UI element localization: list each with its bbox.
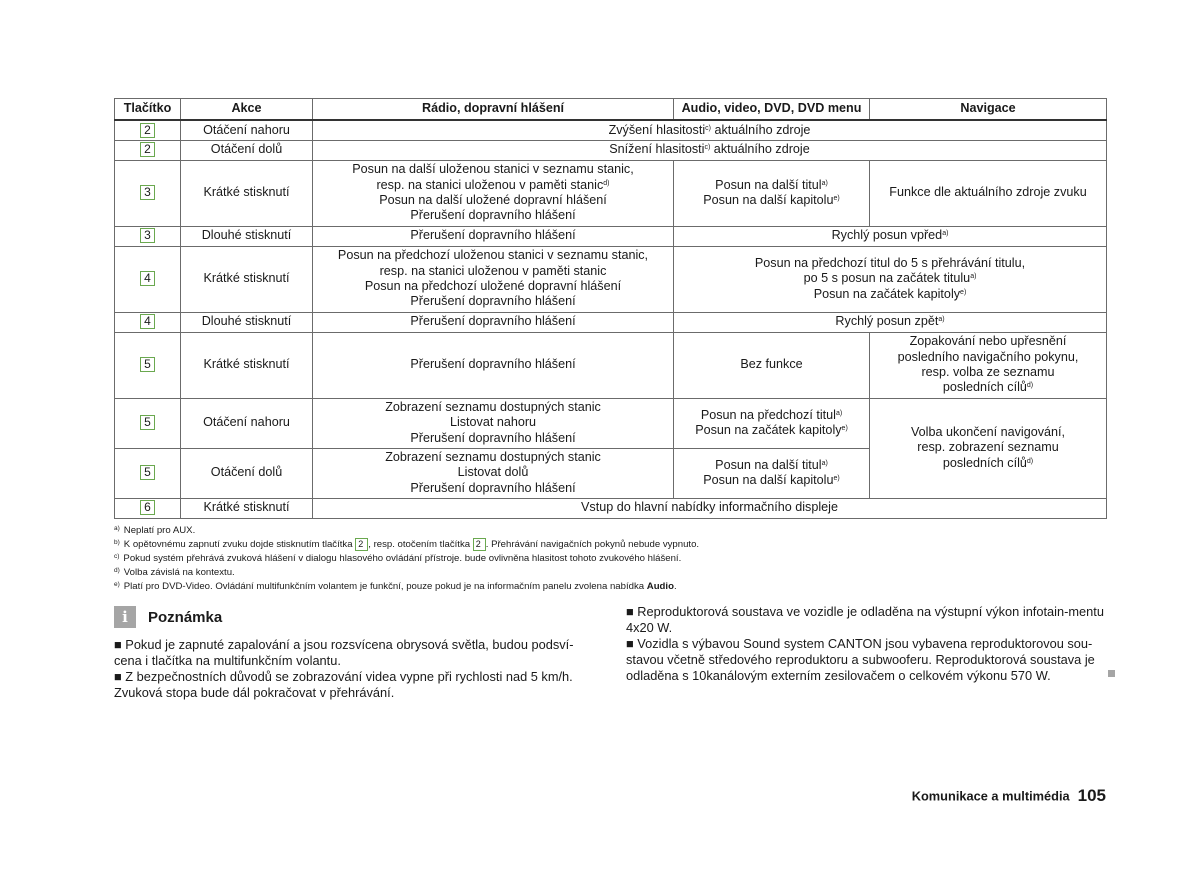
table-row [115,226,1107,246]
audio-navigation-cell: Rychlý posun zpět$^{a)}$ [674,312,1107,332]
header-akce: Akce [181,99,313,121]
button-number-badge: 3 [140,228,155,243]
radio-cell: Přerušení dopravního hlášení [313,312,674,332]
table-row [115,312,1107,332]
function-cell: Zvýšení hlasitosti$^{c)}$ aktuálního zdroje [313,120,1107,140]
note-heading [114,606,594,628]
radio-cell: Posun na předchozí uloženou stanici v seznamu stanic, resp. na stanici uloženou v paměti stanic Posun na předchozí uložené dopravní hlášení Přerušení dopravního hlášení [313,246,674,312]
button-cell [115,398,181,448]
action-cell: Otáčení dolů [181,140,313,160]
footnote-b: $^{b)}$ K opětovnému zapnutí zvuku dojde stisknutím tlačítka 2 , resp. otočením tlačítka 2 . Přehrávání navigačních pokynů nebude vypnuto. [114,539,700,550]
button-cell [115,140,181,160]
audio-navigation-cell: Posun na předchozí titul do 5 s přehrávání titulu, po 5 s posun na začátek titulu$^{a)}$ Posun na začátek kapitoly$^{e)}$ [674,246,1107,312]
table-row [115,160,1107,226]
navigation-cell: Zopakování nebo upřesnění posledního navigačního pokynu, resp. volba ze seznamu posledních cílů$^{d)}$ [870,332,1107,398]
header-navigace: Navigace [870,99,1107,121]
header-tlacitko: Tlačítko [115,99,181,121]
action-cell: Otáčení dolů [181,448,313,498]
header-audio: Audio, video, DVD, DVD menu [674,99,870,121]
info-icon: i [114,606,136,628]
button-number-badge: 4 [140,271,155,286]
action-cell: Krátké stisknutí [181,498,313,518]
page-number: 105 [1077,786,1106,805]
table-row [115,140,1107,160]
table-row [115,246,1107,312]
radio-cell: Zobrazení seznamu dostupných stanic Listovat nahoru Přerušení dopravního hlášení [313,398,674,448]
button-number-badge: 2 [140,123,155,138]
table-header-row [115,99,1107,121]
table-row [115,398,1107,448]
action-cell: Krátké stisknutí [181,160,313,226]
audio-cell: Posun na další titul$^{a)}$ Posun na další kapitolu$^{e)}$ [674,448,870,498]
audio-navigation-cell: Rychlý posun vpřed$^{a)}$ [674,226,1107,246]
section-name: Komunikace a multimédia [911,788,1070,804]
table-row [115,498,1107,518]
button-number-badge: 5 [140,465,155,480]
note-paragraph: ■ Z bezpečnostních důvodů se zobrazování videa vypne při rychlosti nad 5 km/h. Zvuková stopa bude dál pokračovat v přehrávání. [114,669,573,700]
button-number-badge: 3 [140,185,155,200]
button-cell [115,160,181,226]
function-cell: Snížení hlasitosti$^{c)}$ aktuálního zdroje [313,140,1107,160]
action-cell: Otáčení nahoru [181,398,313,448]
button-number-badge: 4 [140,314,155,329]
footnote-d: $^{d)}$ Volba závislá na kontextu. [114,567,235,578]
button-cell [115,246,181,312]
note-paragraph: ■ Reproduktorová soustava ve vozidle je odladěna na výstupní výkon infotain-mentu 4x20 W. [626,604,1104,635]
page-footer [870,786,1106,806]
footnote-a: $^{a)}$ Neplatí pro AUX. [114,525,196,536]
note-paragraph: ■ Pokud je zapnuté zapalování a jsou rozsvícena obrysová světla, budou podsví-cena i tlačítka na multifunkčním volantu. [114,637,574,668]
radio-cell: Přerušení dopravního hlášení [313,332,674,398]
button-number-badge: 2 [473,538,486,551]
note-paragraph: ■ Vozidla s výbavou Sound system CANTON jsou vybavena reproduktorovou sou-stavou včetně středového reproduktoru a subwooferu. Reproduktorová soustava je odladěna s 10kanálovým externím zesilovačem o celkovém výkonu 570 W. [626,636,1095,683]
action-cell: Dlouhé stisknutí [181,312,313,332]
button-cell [115,312,181,332]
function-cell: Vstup do hlavní nabídky informačního displeje [313,498,1107,518]
radio-cell: Posun na další uloženou stanici v seznamu stanic, resp. na stanici uloženou v paměti stanic$^{d)}$ Posun na další uložené dopravní hlášení Přerušení dopravního hlášení [313,160,674,226]
button-number-badge: 5 [140,415,155,430]
button-number-badge: 2 [355,538,368,551]
button-cell [115,120,181,140]
button-cell [115,332,181,398]
footnote-e: $^{e)}$ Platí pro DVD-Video. Ovládání multifunkčním volantem je funkční, pouze pokud je na informačním panelu zvolena nabídka Audio. [114,581,677,592]
action-cell: Krátké stisknutí [181,246,313,312]
audio-cell: Bez funkce [674,332,870,398]
button-cell [115,498,181,518]
footnote-c: $^{c)}$ Pokud systém přehrává zvuková hlášení v dialogu hlasového ovládání přístroje. bude ovlivněna hlasitost tohoto zvukového hlášení. [114,553,682,564]
audio-cell: Posun na předchozí titul$^{a)}$ Posun na začátek kapitoly$^{e)}$ [674,398,870,448]
navigation-cell: Funkce dle aktuálního zdroje zvuku [870,160,1107,226]
button-number-badge: 5 [140,357,155,372]
table-row [115,120,1107,140]
button-number-badge: 2 [140,142,155,157]
button-cell [115,226,181,246]
action-cell: Krátké stisknutí [181,332,313,398]
controls-table [114,98,1107,519]
radio-cell: Přerušení dopravního hlášení [313,226,674,246]
action-cell: Dlouhé stisknutí [181,226,313,246]
action-cell: Otáčení nahoru [181,120,313,140]
navigation-cell: Volba ukončení navigování, resp. zobrazení seznamu posledních cílů$^{d)}$ [870,398,1107,498]
button-number-badge: 6 [140,500,155,515]
header-radio: Rádio, dopravní hlášení [313,99,674,121]
section-end-marker [1108,670,1115,677]
table-row [115,332,1107,398]
note-title: Poznámka [148,608,223,626]
note-left-column [114,637,599,701]
audio-cell: Posun na další titul$^{a)}$ Posun na další kapitolu$^{e)}$ [674,160,870,226]
radio-cell: Zobrazení seznamu dostupných stanic Listovat dolů Přerušení dopravního hlášení [313,448,674,498]
footnotes [114,524,1104,594]
note-right-column [626,604,1108,684]
button-cell [115,448,181,498]
